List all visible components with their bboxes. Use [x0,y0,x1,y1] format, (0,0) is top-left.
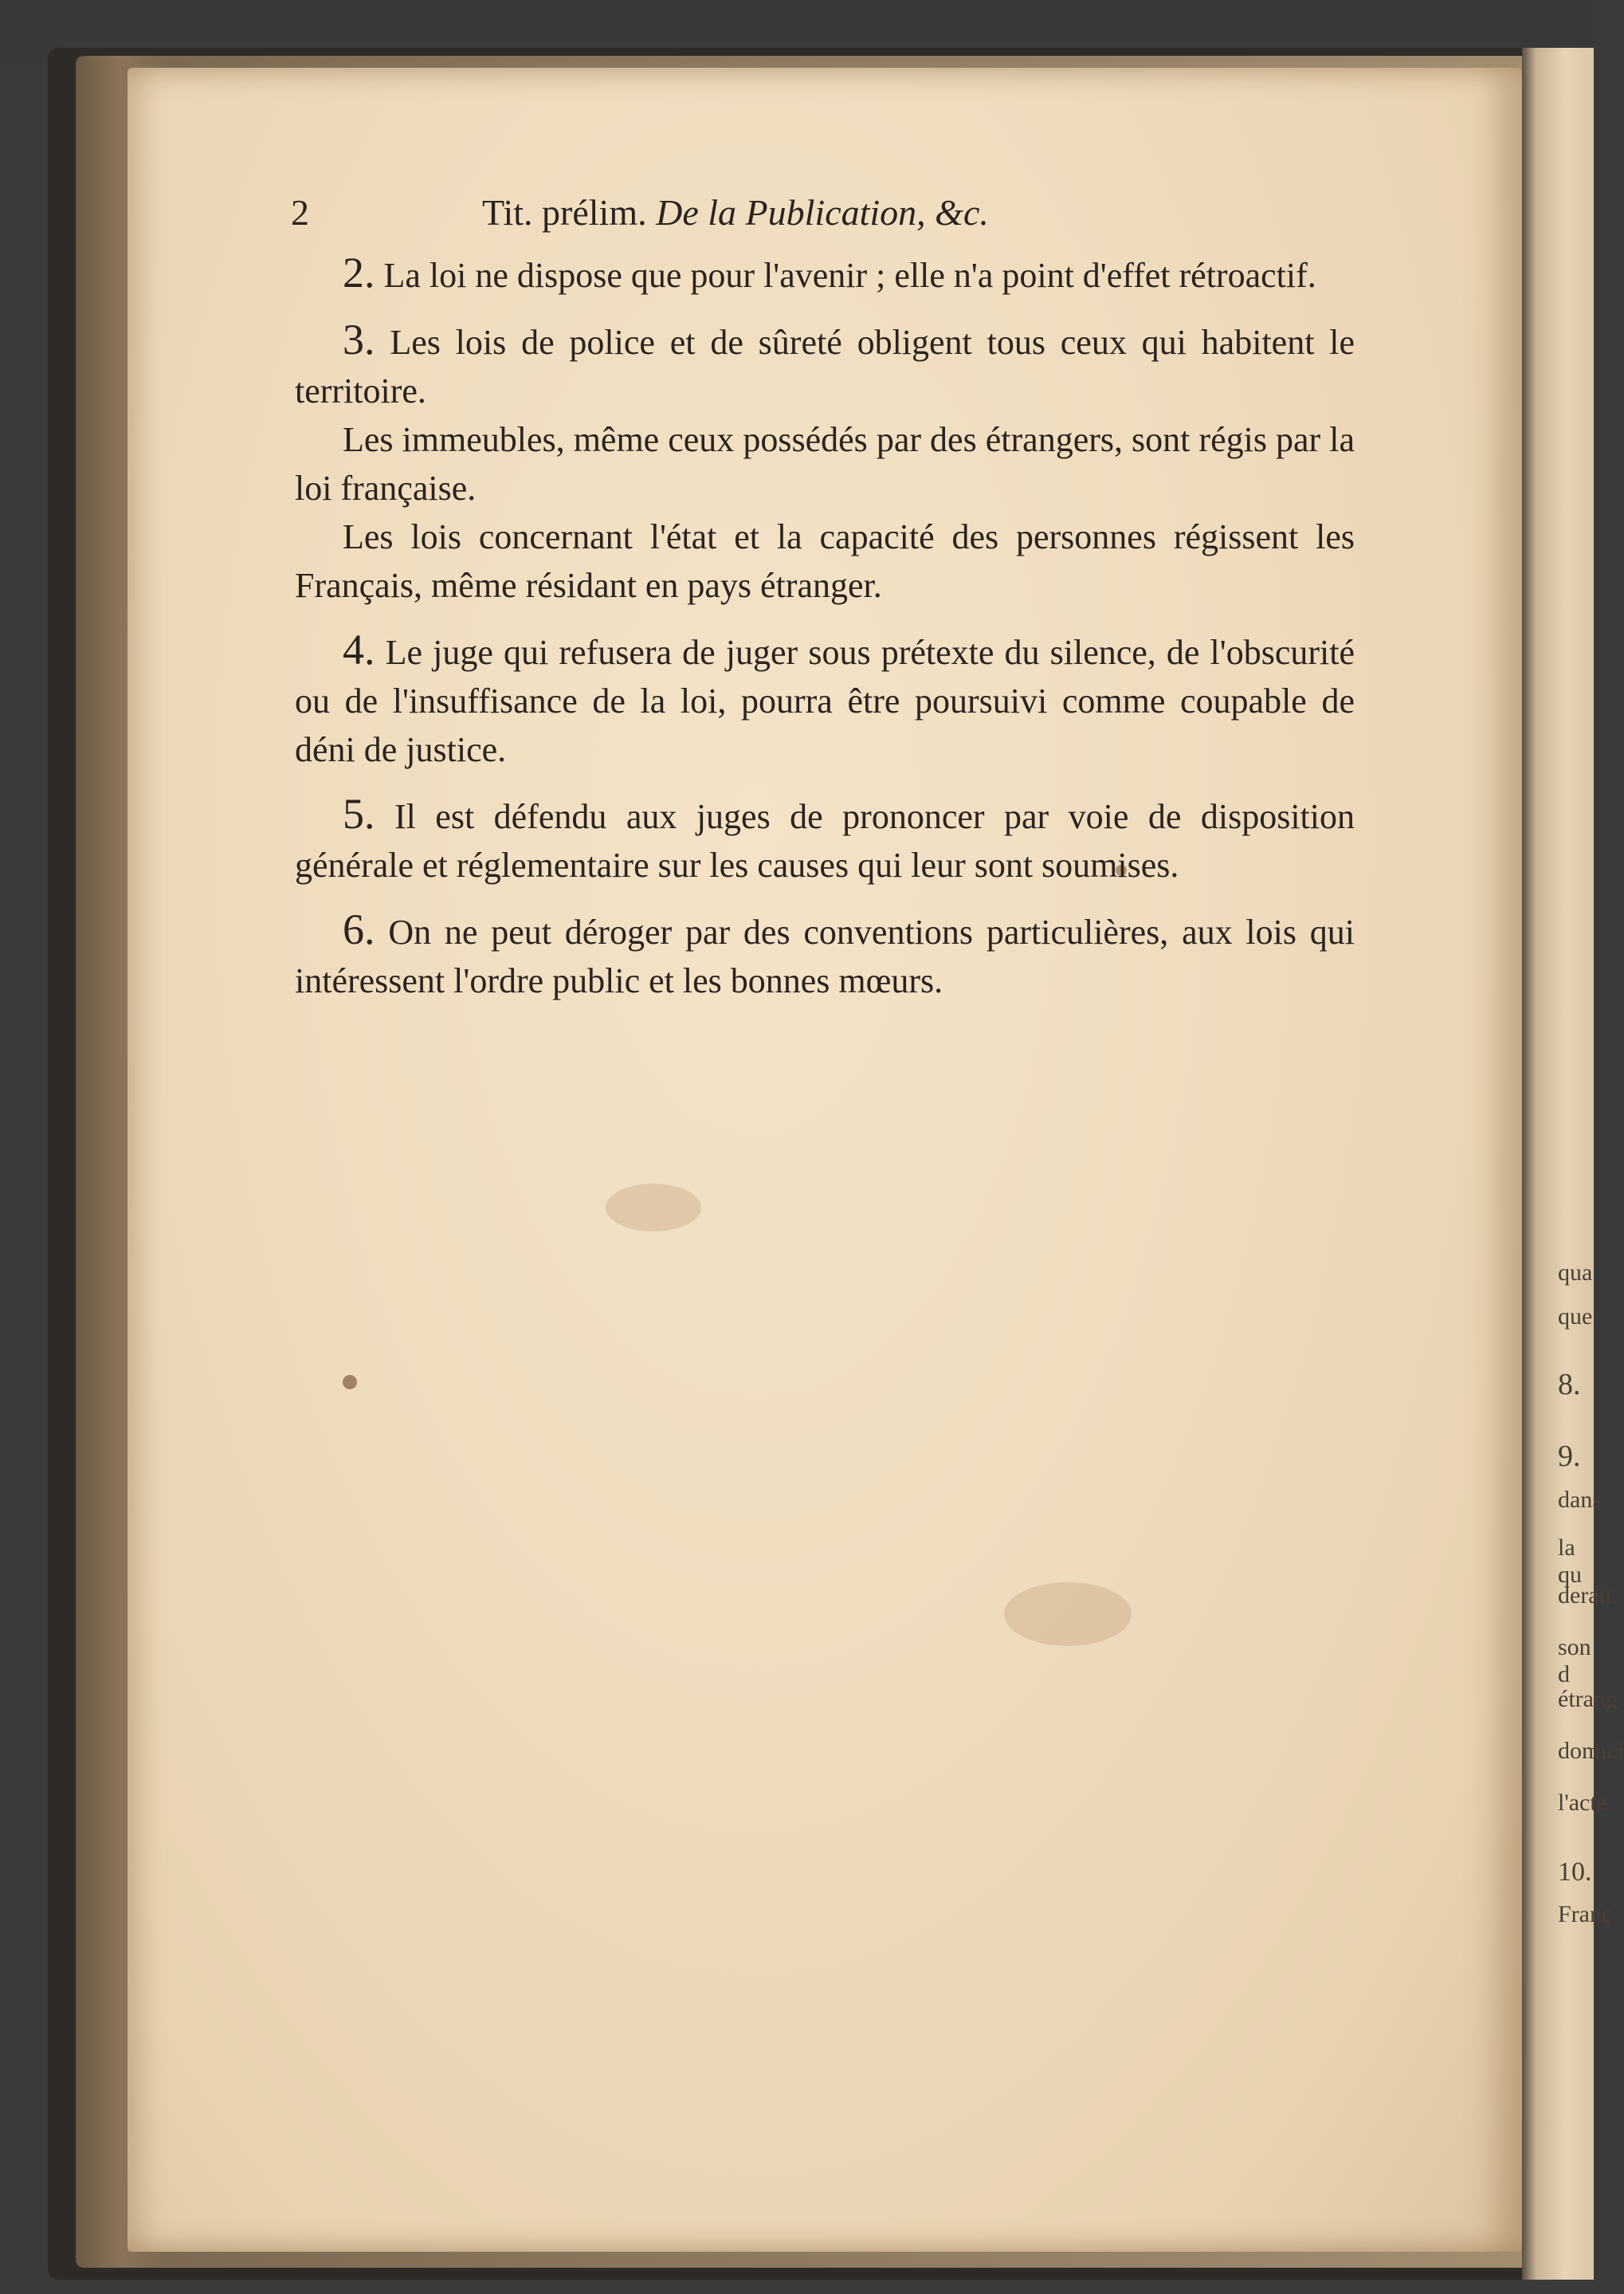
article-paragraph [295,905,1355,1005]
body-text [295,249,1355,1005]
article-paragraph [295,415,1355,513]
article-number: 2. [343,249,375,297]
article-paragraph [295,513,1355,610]
article-6 [295,905,1355,1005]
article-4 [295,626,1355,774]
facing-fragment: dans [1558,1487,1602,1513]
facing-fragment: la qu [1558,1534,1582,1588]
facing-fragment: Franç [1558,1901,1613,1927]
running-title-italic: De la Publication, &c. [656,192,989,233]
facing-fragment: son d [1558,1634,1591,1687]
facing-fragment: derait [1558,1582,1613,1609]
article-number: 6. [343,905,375,953]
paragraph-text: Le juge qui refusera de juger sous prétexte du silence, de l'obscurité ou de l'insuffisance de la loi, pourra être poursuivi comme coupable de déni de justice. [295,633,1355,769]
ink-spot [343,1375,357,1389]
facing-fragment: 8. [1558,1368,1581,1401]
paragraph-text: Il est défendu aux juges de prononcer par voie de disposition générale et réglementaire sur les causes qui leur sont soumises. [295,797,1355,885]
paragraph-text: Les immeubles, même ceux possédés par des étrangers, sont régis par la loi française. [295,420,1355,508]
article-paragraph [295,249,1355,300]
facing-fragment: qua [1558,1259,1593,1286]
paragraph-text: Les lois de police et de sûreté obligent tous ceux qui habitent le territoire. [295,323,1355,410]
article-number: 3. [343,316,375,363]
article-paragraph [295,790,1355,890]
paragraph-text: La loi ne dispose que pour l'avenir ; elle n'a point d'effet rétroactif. [383,256,1316,295]
facing-fragment: l'acte [1558,1789,1608,1816]
facing-fragment: domici [1558,1738,1624,1764]
facing-fragment: que [1558,1303,1593,1330]
facing-page [1522,48,1594,2280]
paragraph-text: Les lois concernant l'état et la capacité des personnes régissent les Français, même résidant en pays étranger. [295,517,1355,605]
running-title [482,191,989,234]
article-paragraph [295,626,1355,774]
running-head [291,191,1359,239]
facing-fragment: étrang [1558,1686,1618,1712]
article-5 [295,790,1355,890]
article-paragraph [295,316,1355,415]
facing-fragment: 9. [1558,1440,1581,1473]
article-number: 5. [343,790,375,838]
article-2 [295,249,1355,300]
page-number: 2 [291,192,309,233]
facing-fragment: 10. [1558,1857,1592,1887]
running-title-prefix: Tit. prélim. [482,192,647,233]
foxing-stain [1004,1582,1132,1646]
paragraph-text: On ne peut déroger par des conventions particulières, aux lois qui intéressent l'ordre public et les bonnes mœurs. [295,913,1355,1000]
foxing-stain [606,1184,701,1231]
article-number: 4. [343,626,375,674]
article-3 [295,316,1355,610]
